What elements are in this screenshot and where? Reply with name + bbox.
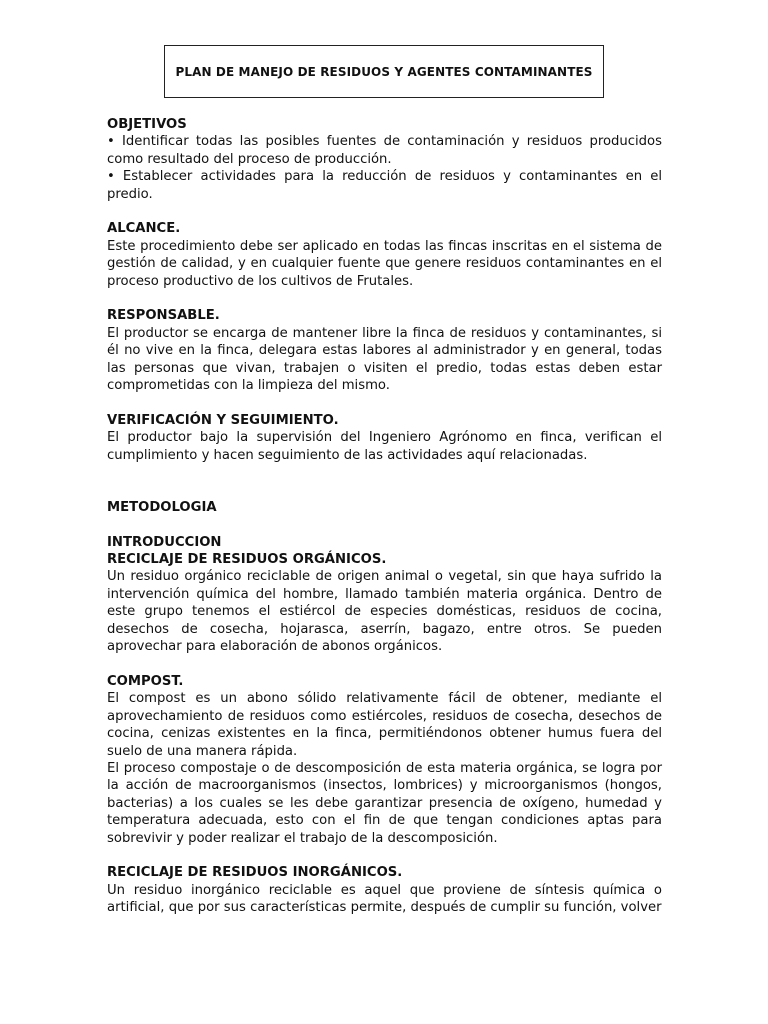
- inorganicos-text: Un residuo inorgánico reciclable es aquel que proviene de síntesis química o artificial, que por sus características permite, después de cumplir su función, volver: [107, 882, 662, 916]
- objetivos-bullet: • Identificar todas las posibles fuentes de contaminación y residuos producidos como resultado del proceso de producción.: [107, 134, 662, 167]
- responsable-heading: RESPONSABLE.: [107, 308, 220, 324]
- verificacion-heading: VERIFICACIÓN Y SEGUIMIENTO.: [107, 412, 339, 428]
- metodologia-heading: METODOLOGIA: [107, 499, 217, 515]
- introduccion-heading: INTRODUCCION: [107, 534, 222, 550]
- document-title: PLAN DE MANEJO DE RESIDUOS Y AGENTES CONTAMINANTES: [164, 45, 604, 98]
- responsable-text: El productor se encarga de mantener libre la finca de residuos y contaminantes, si él no vive en la finca, delegara estas labores al administrador y en general, todas las personas que vivan, trabajen o visiten el predio, todas estas deben estar comprometidas con la limpieza del mismo.: [107, 325, 662, 394]
- alcance-text: Este procedimiento debe ser aplicado en todas las fincas inscritas en el sistema de gestión de calidad, y en cualquier fuente que genere residuos contaminantes en el proceso productivo de los cultivos de Frutales.: [107, 238, 662, 289]
- compost-text-2: El proceso compostaje o de descomposición de esta materia orgánica, se logra por la acción de macroorganismos (insectos, lombrices) y microorganismos (hongos, bacterias) a los cuales se les debe garantizar presencia de oxígeno, humedad y temperatura adecuada, esto con el fin de que tengan condiciones aptas para sobrevivir y poder realizar el trabajo de la descomposición.: [107, 760, 662, 846]
- objetivos-bullet: • Establecer actividades para la reducción de residuos y contaminantes en el predio.: [107, 169, 662, 202]
- alcance-heading: ALCANCE.: [107, 221, 181, 237]
- verificacion-text: El productor bajo la supervisión del Ingeniero Agrónomo en finca, verifican el cumplimiento y hacen seguimiento de las actividades aquí relacionadas.: [107, 430, 662, 463]
- compost-heading: COMPOST.: [107, 673, 184, 689]
- document-body: [107, 116, 662, 917]
- objetivos-heading: OBJETIVOS: [107, 117, 187, 132]
- compost-text: El compost es un abono sólido relativamente fácil de obtener, mediante el aprovechamiento de residuos como estiércoles, residuos de cosecha, desechos de cocina, cenizas existentes en la finca, permitiéndonos obtener humus fuera del suelo de una manera rápida.: [107, 691, 662, 759]
- organicos-heading: RECICLAJE DE RESIDUOS ORGÁNICOS.: [107, 552, 387, 568]
- organicos-text: Un residuo orgánico reciclable de origen animal o vegetal, sin que haya sufrido la intervención química del hombre, llamado también materia orgánica. Dentro de este grupo tenemos el estiércol de especies domésticas, residuos de cocina, desechos de cosecha, hojarasca, aserrín, bagazo, entre otros. Se pueden aprovechar para elaboración de abonos orgánicos.: [107, 569, 662, 655]
- inorganicos-heading: RECICLAJE DE RESIDUOS INORGÁNICOS.: [107, 865, 403, 881]
